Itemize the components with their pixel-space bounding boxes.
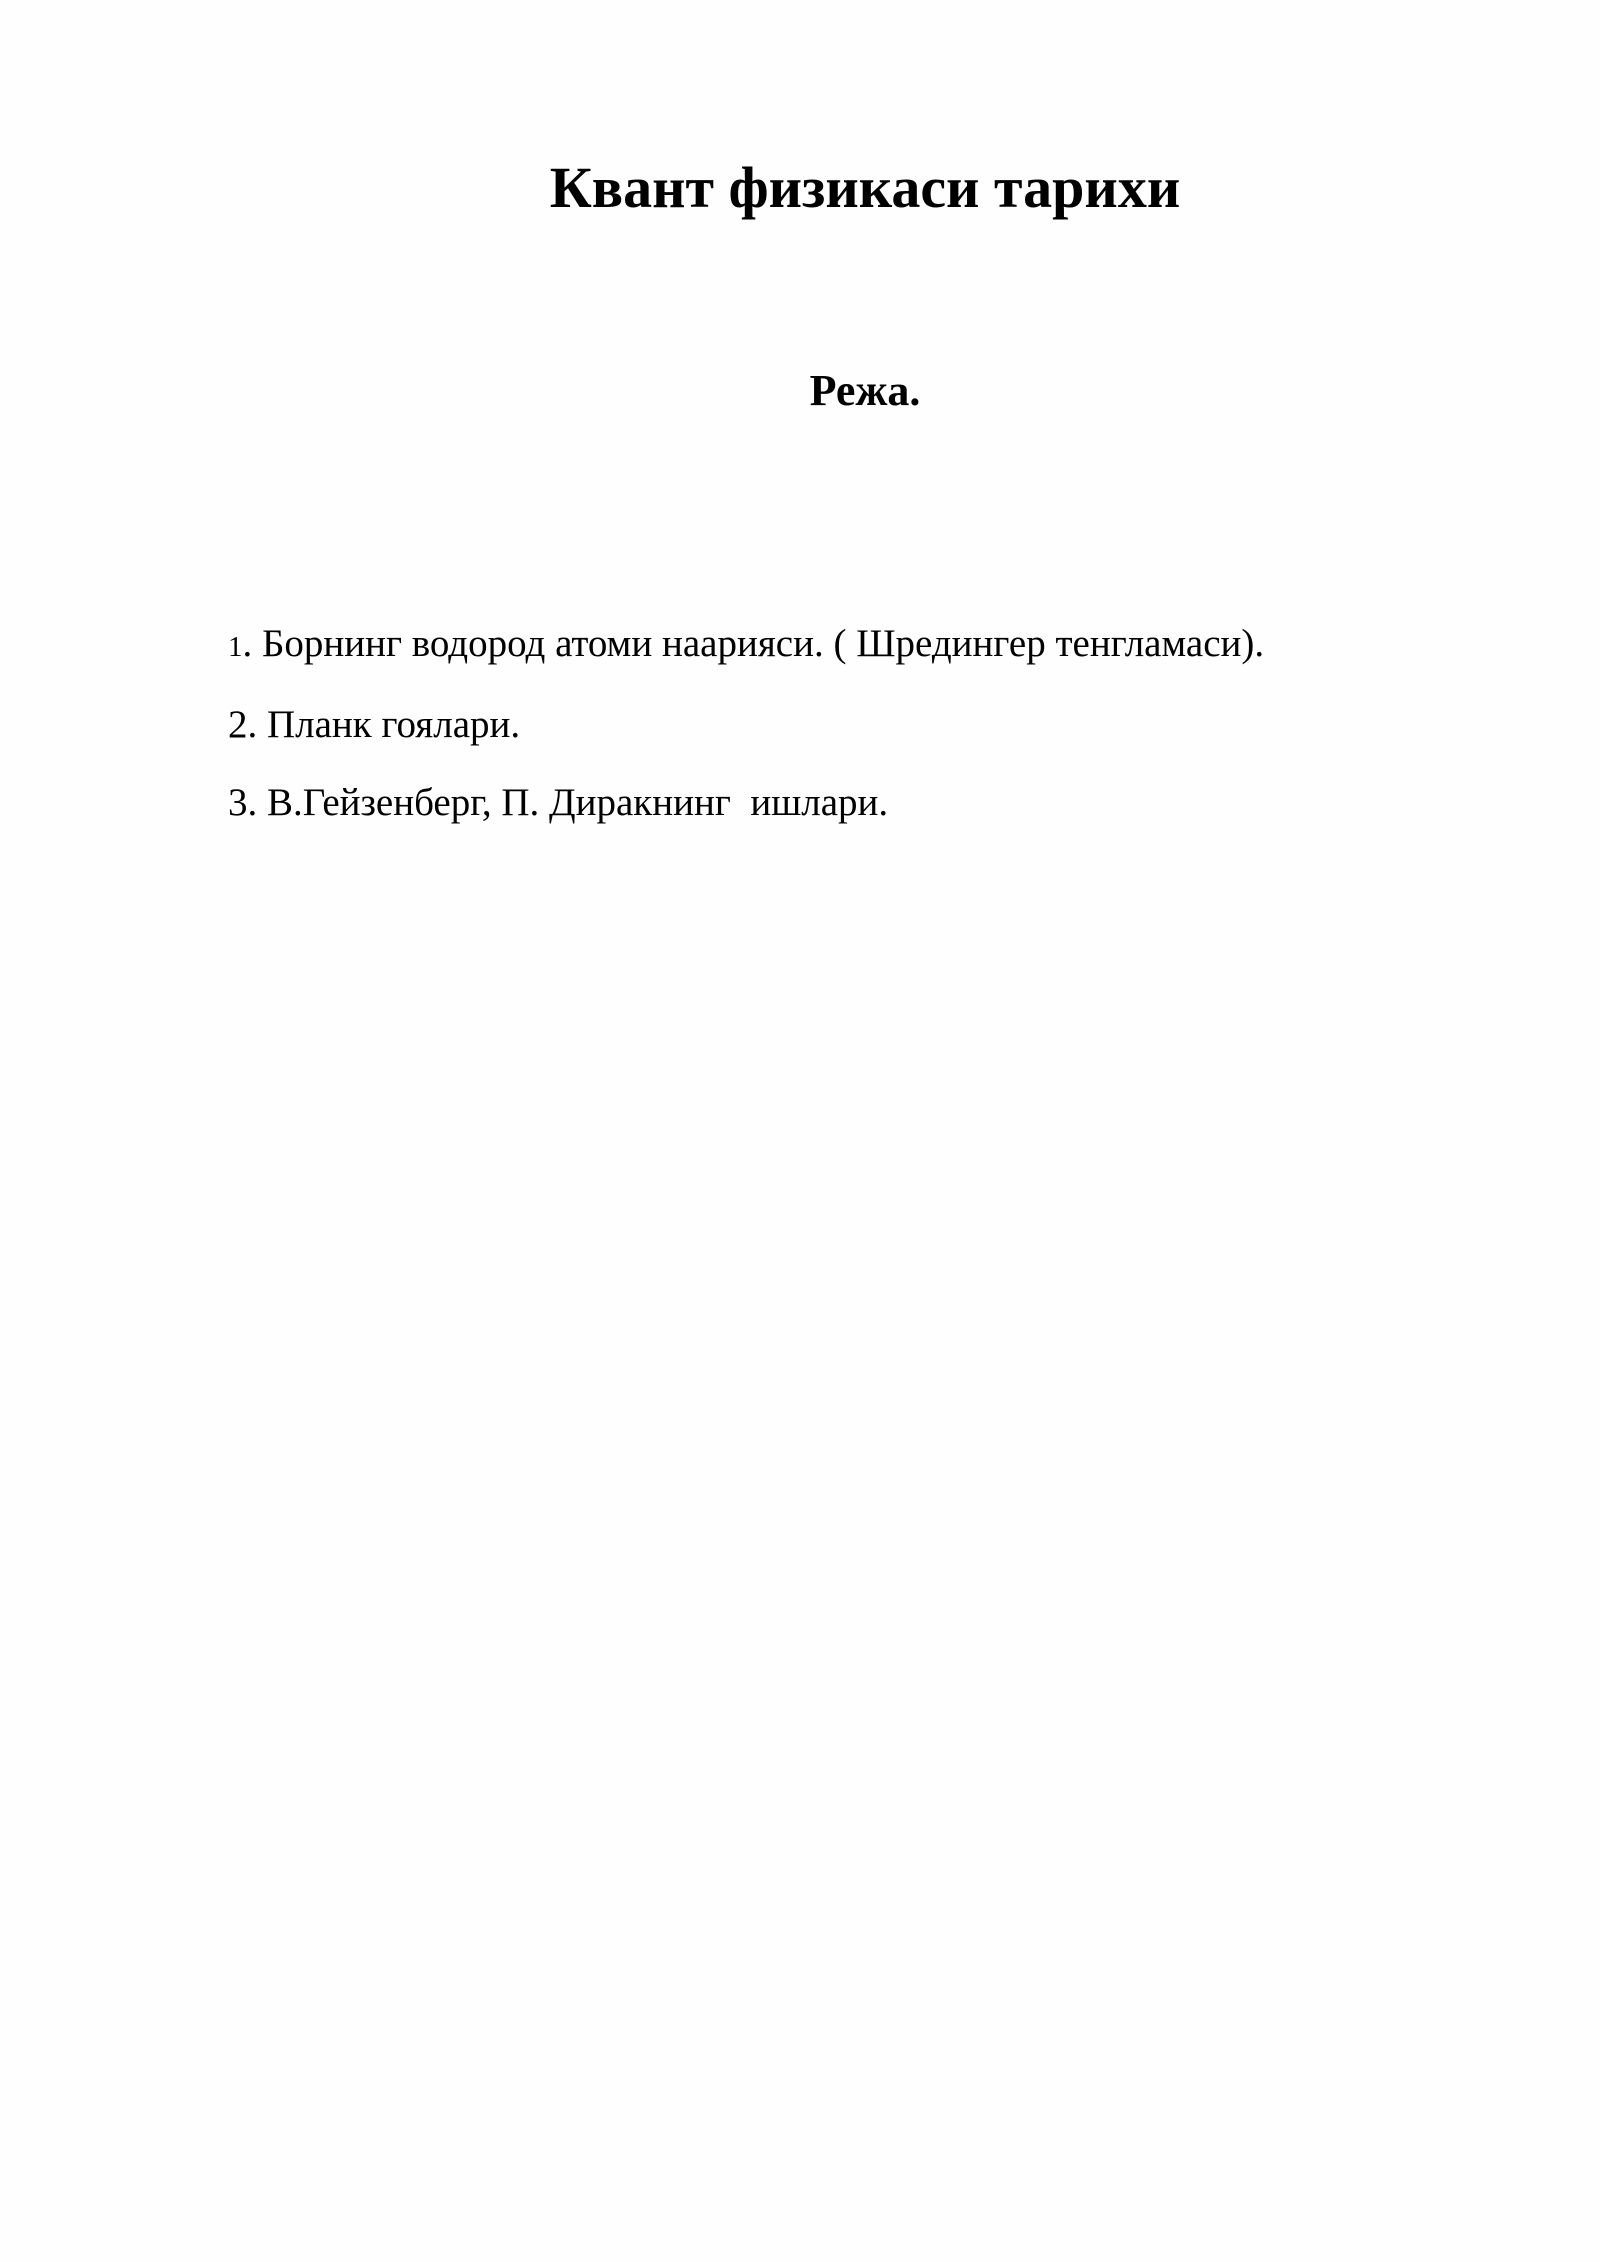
- plan-item-number: 1: [228, 631, 243, 663]
- plan-heading: Режа.: [809, 366, 921, 415]
- plan-item-text: . Планк гоялари.: [247, 703, 521, 746]
- plan-item-number: 3: [228, 781, 248, 824]
- plan-item-number: 2: [228, 703, 248, 746]
- plan-item-text: . Борнинг водород атоми наарияси. ( Шредингер тенгламаси).: [242, 622, 1265, 665]
- document-title: Квант физикаси тарихи: [549, 155, 1181, 220]
- plan-item-text: . В.Гейзенберг, П. Диракнинг ишлари.: [247, 781, 889, 824]
- plan-item: [228, 620, 1478, 671]
- plan-item: [228, 701, 1478, 749]
- plan-item: [228, 779, 1478, 827]
- plan-list: [228, 620, 1478, 827]
